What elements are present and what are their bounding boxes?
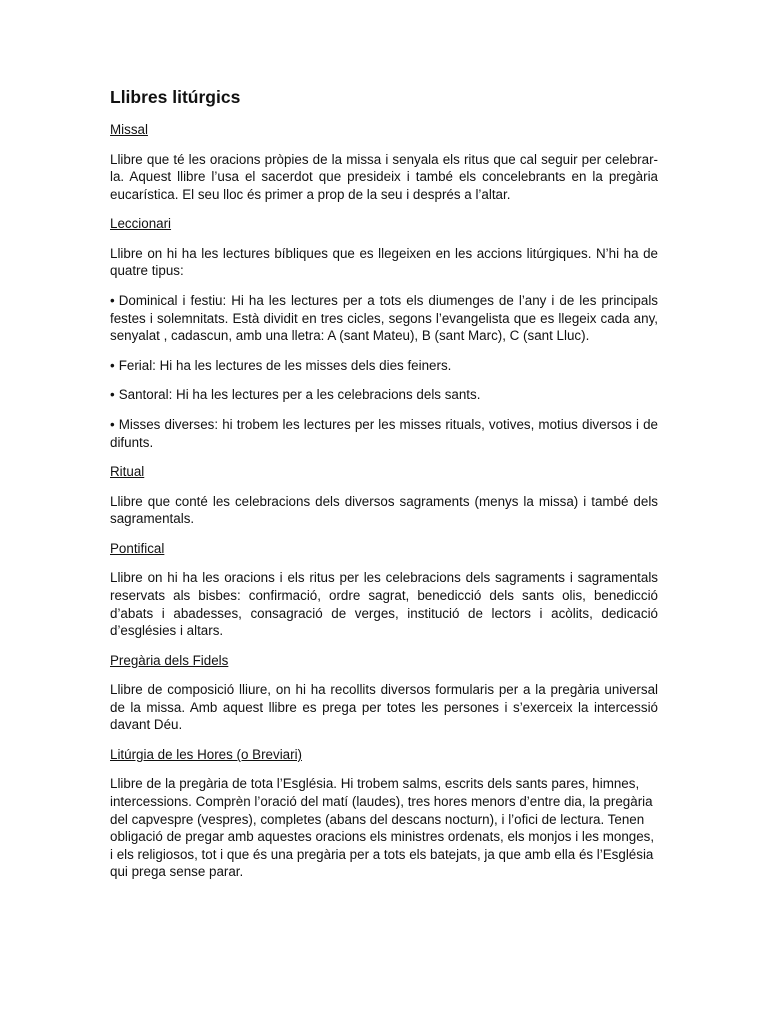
section-paragraph-pontifical: Llibre on hi ha les oracions i els ritus per les celebracions dels sagraments i sagramentals reservats als bisbes: confirmació, ordre sagrat, benedicció dels sants olis, benedicció d’abats i abadesses, consagració de verges, institució de lectors i acòlits, dedicació d’esglésies i altars.	[110, 570, 658, 639]
section-paragraph-liturgia-de-les-hores: Llibre de la pregària de tota l’Església. Hi trobem salms, escrits dels sants pares, himnes, intercessions. Comprèn l’oració del matí (laudes), tres hores menors d’entre dia, la pregària del capvespre (vespres), completes (abans del descans nocturn), i l’ofici de lectura. Tenen obligació de pregar amb aquestes oracions els ministres ordenats, els monjos i les monges, i els religiosos, tot i que és una pregària per a tots els batejats, ja que amb ella és l’Església qui prega sense parar.	[110, 776, 655, 880]
list-item	[110, 416, 658, 451]
bullet-icon: •	[110, 387, 115, 403]
section-paragraph-ritual: Llibre que conté les celebracions dels diversos sagraments (menys la missa) i també dels sagramentals.	[110, 493, 658, 527]
bullet-icon: •	[110, 292, 115, 308]
list-item	[110, 386, 658, 404]
section-heading-pregaria-dels-fidels: Pregària dels Fidels	[110, 652, 229, 668]
section-heading-ritual: Ritual	[110, 464, 145, 480]
bullet-icon: •	[110, 357, 115, 373]
list-item	[110, 357, 658, 375]
section-paragraph-missal: Llibre que té les oracions pròpies de la missa i senyala els ritus que cal seguir per celebrar-la. Aquest llibre l’usa el sacerdot que presideix i també els concelebrants en la pregària eucarística. El seu lloc és primer a prop de la seu i després a l’altar.	[110, 151, 658, 202]
list-item-text: Santoral: Hi ha les lectures per a les celebracions dels sants.	[118, 387, 481, 403]
list-item-text: Dominical i festiu: Hi ha les lectures per a tots els diumenges de l’any i de les principals festes i solemnitats. Està dividit en tres cicles, segons l’evangelista que es llegeix cada any, senyalat , cadascun, amb una lletra: A (sant Mateu), B (sant Marc), C (sant Lluc).	[110, 292, 658, 344]
list-item	[110, 292, 658, 345]
document-title: Llibres litúrgics	[110, 87, 241, 107]
list-item-text: Misses diverses: hi trobem les lectures per les misses rituals, votives, motius diversos i de difunts.	[110, 416, 658, 450]
list-item-text: Ferial: Hi ha les lectures de les misses dels dies feiners.	[118, 357, 452, 373]
section-heading-pontifical: Pontifical	[110, 540, 165, 556]
section-heading-liturgia-de-les-hores: Litúrgia de les Hores (o Breviari)	[110, 746, 303, 762]
section-heading-leccionari: Leccionari	[110, 216, 172, 232]
section-heading-missal: Missal	[110, 122, 148, 137]
bullet-icon: •	[110, 416, 115, 432]
section-paragraph-pregaria-dels-fidels: Llibre de composició lliure, on hi ha recollits diversos formularis per a la pregària universal de la missa. Amb aquest llibre es prega per totes les persones i s’exerceix la intercessió davant Déu.	[110, 682, 658, 733]
section-paragraph-leccionari: Llibre on hi ha les lectures bíbliques que es llegeixen en les accions litúrgiques. N’hi ha de quatre tipus:	[110, 245, 658, 279]
